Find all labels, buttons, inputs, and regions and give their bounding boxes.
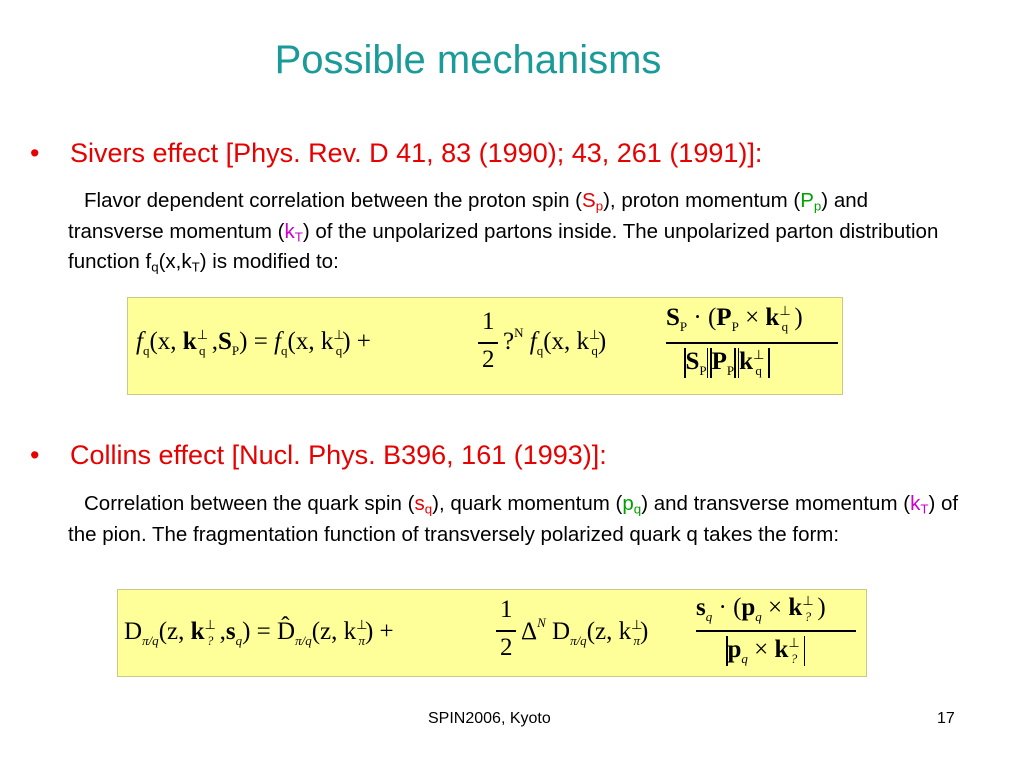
collins-half-num: 1 <box>500 596 513 623</box>
collins-half-den: 2 <box>500 634 513 661</box>
collins-fraction-line <box>696 630 856 632</box>
collins-lhs: $D_{\pi/q}(z$, $k^\perp_?$ $,s_q$) = $D̂_{\pi/q}(z$, $k^\perp_\pi$) + <box>124 617 394 648</box>
collins-formula-box <box>117 589 867 677</box>
slide-title: Possible mechanisms <box>274 38 662 82</box>
sivers-formula-box <box>127 297 843 395</box>
sivers-numerator: $S_P \cdot (P_P \times k^\perp_q$ ) <box>666 303 803 334</box>
collins-description: Correlation between the quark spin $(s_q)$, quark momentum $(p_q)$ and transverse momentum $(k_T)$ of the pion. The fragmentation function of transversely polarized quark q takes the form: <box>68 492 959 546</box>
sivers-half-num: 1 <box>482 308 495 335</box>
collins-heading: Collins effect [Nucl. Phys. B396, 161 (1993)]: <box>70 440 607 470</box>
collins-numerator: $s_q \cdot (p_q \times k^\perp_?$ ) <box>696 593 826 624</box>
sivers-lhs: $f_q(x$, $k^\perp_q$ $,S_P) = f_q(x$, $k^\perp_q$) + <box>136 327 371 358</box>
sivers-denominator: $S_P$ $P_P$ $k^\perp_q$ <box>684 348 770 378</box>
bullet-dot: • <box>30 440 40 470</box>
collins-half-line <box>496 630 516 632</box>
sivers-half-line <box>478 342 498 344</box>
sivers-half-den: 2 <box>482 346 495 373</box>
footer-conference: SPIN2006, Kyoto <box>428 710 551 727</box>
sivers-description: Flavor dependent correlation between the proton spin $(S_p)$, proton momentum $(P_p)$ and transverse momentum $(k_T)$ of the unpolarized partons inside. The unpolarized parton distribution function $f_q(x,k_T)$ is modified to: <box>68 189 939 275</box>
bullet-dot: • <box>30 138 40 168</box>
sivers-fraction-line <box>666 342 838 344</box>
collins-term: $\Delta^N$ $D_{\pi/q}(z$, $k^\perp_\pi$) <box>521 615 649 648</box>
sivers-heading: Sivers effect [Phys. Rev. D 41, 83 (1990); 43, 261 (1991)]: <box>70 138 763 168</box>
sivers-term: ?$^N$ $f_q(x$, $k^\perp_q$) <box>503 325 607 358</box>
collins-denominator: $p_q \times k^\perp_?$ <box>726 636 805 666</box>
footer-page-number: 17 <box>937 710 955 727</box>
